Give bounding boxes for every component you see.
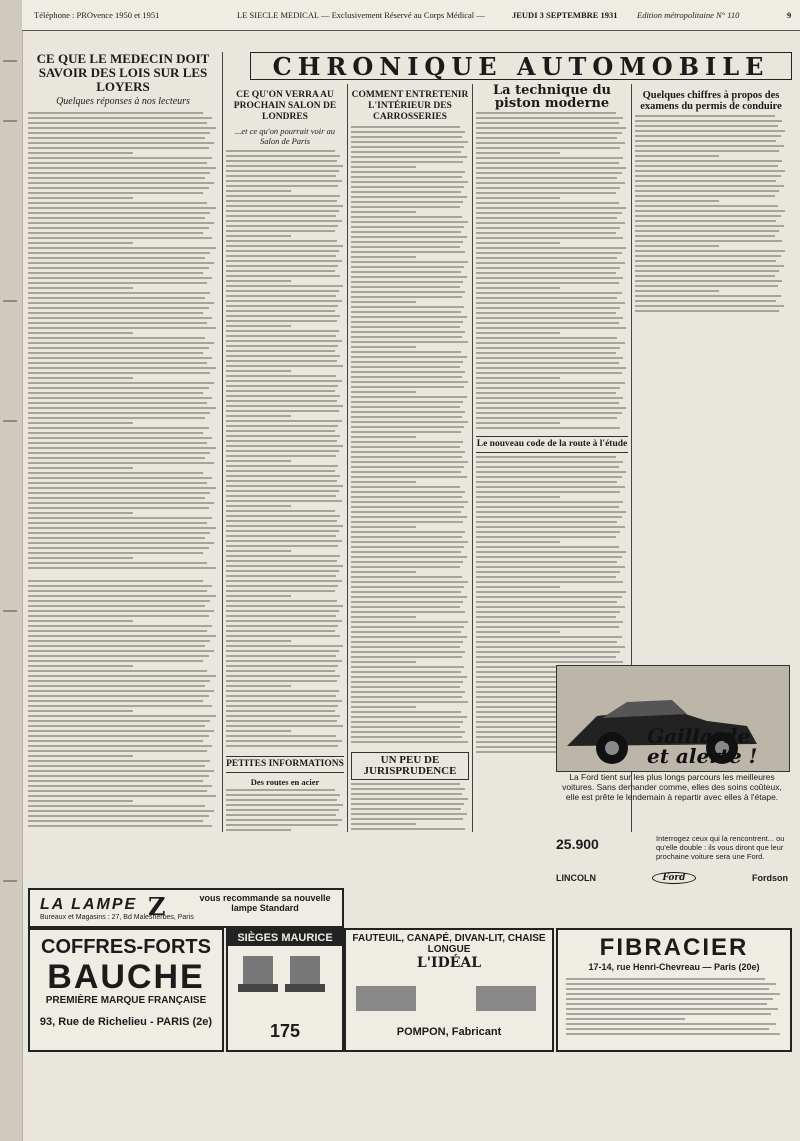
fordson-logo: Fordson [752,873,788,883]
column-salon-londres [226,84,344,832]
lampe-brand: LA LAMPE [40,896,138,913]
ford-ad-paragraph: La Ford tient sur les plus longs parcours les meilleures voitures. Sans demander comme, elles des soins coûteux, elle est prête le lendemain à repartir avec elles à l'étape. [562,772,782,802]
coffres-title: COFFRES-FORTS [41,936,211,958]
column-rule [472,84,473,832]
salon-subtitle: ...et ce qu'on pourrait voir au Salon de Paris [234,126,336,146]
coffres-forts-ad [28,928,224,1052]
carrosseries-body-text [351,126,469,746]
coffres-brand: BAUCHE [47,958,205,996]
fauteuil-ad [344,928,554,1052]
column-rule [222,52,223,832]
petites-informations-text [226,789,344,832]
piston-body-text [476,112,628,430]
salon-body-text [226,150,344,750]
fauteuil-brand: L'IDÉAL [416,955,482,971]
jurisprudence-text [351,783,469,832]
carrosseries-title: COMMENT ENTRETENIR L'INTÉRIEUR DES CARROSSERIES [351,90,469,122]
lampe-address: Bureaux et Magasins : 27, Bd Malesherbes, Paris [40,914,194,921]
lampe-text: vous recommande sa nouvelle lampe Standard [199,893,331,913]
sieges-title: SIÈGES MAURICE [228,930,342,946]
ford-ad-text [556,772,788,834]
piston-title: La technique du piston moderne [492,84,611,111]
ford-ad-paragraph-2: Interrogez ceux qui la rencontrent... ou qu'elle double : ils vous diront que leur prochaine voiture sera une Ford. [656,834,785,861]
column-rule [347,84,348,832]
sofa-icon [346,971,546,1021]
petites-informations-heading: PETITES INFORMATIONS [226,756,344,773]
coffres-address: 93, Rue de Richelieu - PARIS (2e) [39,1016,213,1028]
header-masthead: LE SIECLE MEDICAL — Exclusivement Réservé au Corps Médical — [237,10,485,20]
ford-price: 25.900 [556,836,599,852]
lampe-z-letter: Z [148,892,166,921]
code-route-heading: Le nouveau code de la route à l'étude [476,436,628,453]
fibracier-text [558,972,790,1044]
sieges-maurice-ad [226,928,344,1052]
binding-gutter [0,0,23,1141]
loyers-title: CE QUE LE MEDECIN DOIT SAVOIR DES LOIS SUR LES LOYERS [36,52,210,94]
sieges-price: 175 [269,1021,301,1041]
ford-ad-bottom [556,834,788,870]
column-loyers-continued [28,580,218,830]
ford-brands-row [556,870,788,886]
column-loyers [28,52,218,580]
salon-title: CE QU'ON VERRA AU PROCHAIN SALON DE LONDRES [233,90,337,122]
chair-icon [228,946,338,1016]
page-header [22,0,800,31]
routes-acier-heading: Des routes en acier [250,777,320,787]
coffres-sub: PREMIÈRE MARQUE FRANÇAISE [45,995,207,1006]
loyers-continued-text [28,580,218,827]
loyers-subtitle: Quelques réponses à nos lecteurs [56,96,190,107]
gaillarde-caption: Gaillarde et alerte ! [647,724,758,768]
jurisprudence-heading: UN PEU DE JURISPRUDENCE [351,752,469,780]
column-carrosseries [351,84,469,832]
fauteuil-title: FAUTEUIL, CANAPÉ, DIVAN-LIT, CHAISE LONGUE [352,933,546,955]
chronique-automobile-banner: CHRONIQUE AUTOMOBILE [250,52,792,80]
fibracier-title: FIBRACIER [599,934,749,961]
car-illustration [556,665,790,772]
fibracier-ad [556,928,792,1052]
loyers-body-text [28,112,218,569]
ford-logo: Ford [652,872,697,884]
permis-body-text [635,115,787,312]
permis-title: Quelques chiffres à propos des examens du permis de conduire [640,90,782,112]
header-date: JEUDI 3 SEPTEMBRE 1931 [512,10,618,20]
column-permis [635,84,787,344]
lampe-z-ad [28,888,344,928]
header-edition: Edition métropolitaine N° 110 [637,10,740,20]
fibracier-address: 17-14, rue Henri-Chevreau — Paris (20e) [588,962,760,972]
header-phone: Téléphone : PROvence 1950 et 1951 [34,10,160,20]
lincoln-logo: LINCOLN [556,873,596,883]
fauteuil-maker: POMPON, Fabricant [396,1026,502,1038]
header-page-number: 9 [787,10,792,20]
